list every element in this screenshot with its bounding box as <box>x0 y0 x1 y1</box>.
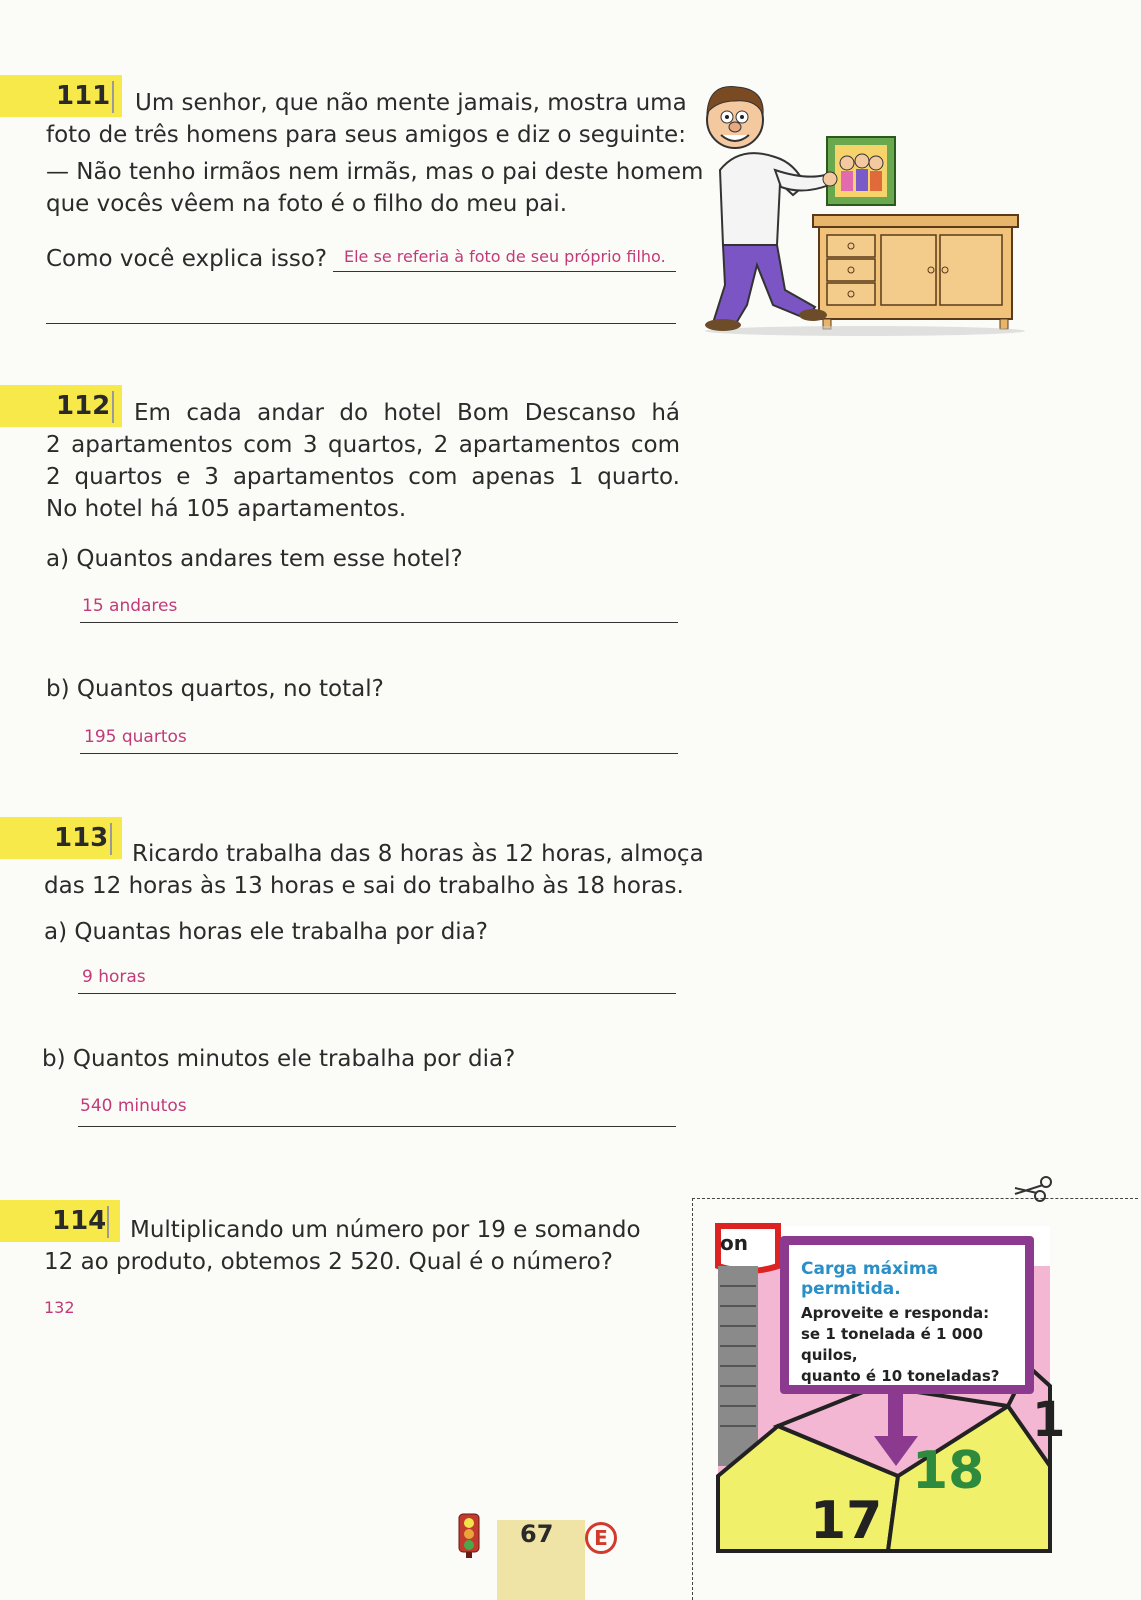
q113-badge <box>0 817 122 859</box>
q112-b-label: b) Quantos quartos, no total? <box>46 676 384 702</box>
q111-tick <box>112 81 114 113</box>
q112-line4: No hotel há 105 apartamentos. <box>46 496 407 522</box>
q112-badge <box>0 385 122 427</box>
q111-line2: foto de três homens para seus amigos e diz o seguinte: <box>46 122 686 148</box>
scissors-icon <box>1013 1174 1055 1206</box>
q112-tick <box>112 391 114 423</box>
q113-a-label: a) Quantas horas ele trabalha por dia? <box>44 919 488 945</box>
q112-line3: 2 quartos e 3 apartamentos com apenas 1 quarto. <box>46 464 680 490</box>
q112-b-answer: 195 quartos <box>84 727 187 747</box>
q113-b-line <box>78 1126 676 1127</box>
q111-extra-line <box>46 323 676 324</box>
q111-badge <box>0 75 122 117</box>
q113-line2: das 12 horas às 13 horas e sai do trabalho às 18 horas. <box>44 873 684 899</box>
q111-number: 111 <box>56 81 111 111</box>
cutout-title: Carga máxima permitida. <box>801 1259 939 1299</box>
sign-text: on <box>720 1231 748 1255</box>
board-number-18: 18 <box>912 1441 985 1501</box>
q114-badge <box>0 1200 120 1242</box>
q114-number: 114 <box>52 1206 107 1236</box>
q112-b-line <box>80 753 678 754</box>
q113-line1: Ricardo trabalha das 8 horas às 12 horas, almoça <box>132 841 704 867</box>
q113-b-label: b) Quantos minutos ele trabalha por dia? <box>42 1046 516 1072</box>
footer-page-number: 67 <box>520 1520 554 1548</box>
man-with-photo-illustration <box>695 75 1030 340</box>
q113-a-line <box>78 993 676 994</box>
board-number-1: 1 <box>1032 1392 1066 1448</box>
q114-margin-note: 132 <box>44 1298 75 1317</box>
q112-number: 112 <box>56 391 111 421</box>
q112-a-label: a) Quantos andares tem esse hotel? <box>46 546 463 572</box>
cut-line-left <box>692 1198 693 1600</box>
q113-tick <box>110 823 112 855</box>
q111-line1: Um senhor, que não mente jamais, mostra uma <box>135 90 687 116</box>
cutout-line3: quanto é 10 toneladas? <box>801 1367 1000 1385</box>
q113-number: 113 <box>54 823 109 853</box>
traffic-light-icon <box>457 1512 481 1558</box>
q113-b-answer: 540 minutos <box>80 1096 187 1116</box>
q111-line3: — Não tenho irmãos nem irmãs, mas o pai deste homem <box>46 159 704 185</box>
footer-e-mark: E <box>585 1522 617 1554</box>
cutout-note-card <box>780 1236 1034 1394</box>
cutout-line1: Aproveite e responda: <box>801 1304 990 1322</box>
q114-tick <box>107 1206 109 1238</box>
q112-line1: Em cada andar do hotel Bom Descanso há <box>134 400 680 426</box>
q113-a-answer: 9 horas <box>82 967 146 987</box>
board-number-17: 17 <box>810 1491 883 1551</box>
q114-line2: 12 ao produto, obtemos 2 520. Qual é o número? <box>44 1249 613 1275</box>
q111-answer: Ele se referia à foto de seu próprio filho. <box>344 247 666 266</box>
q112-a-answer: 15 andares <box>82 596 178 616</box>
cut-line-top <box>692 1198 1138 1199</box>
q111-line4: que vocês vêem na foto é o filho do meu pai. <box>46 191 568 217</box>
q111-question: Como você explica isso? <box>46 246 328 272</box>
q112-line2: 2 apartamentos com 3 quartos, 2 apartamentos com <box>46 432 680 458</box>
q114-line1: Multiplicando um número por 19 e somando <box>130 1217 641 1243</box>
cutout-line2: se 1 tonelada é 1 000 quilos, <box>801 1325 984 1364</box>
q111-answer-line <box>333 271 676 272</box>
q112-a-line <box>80 622 678 623</box>
